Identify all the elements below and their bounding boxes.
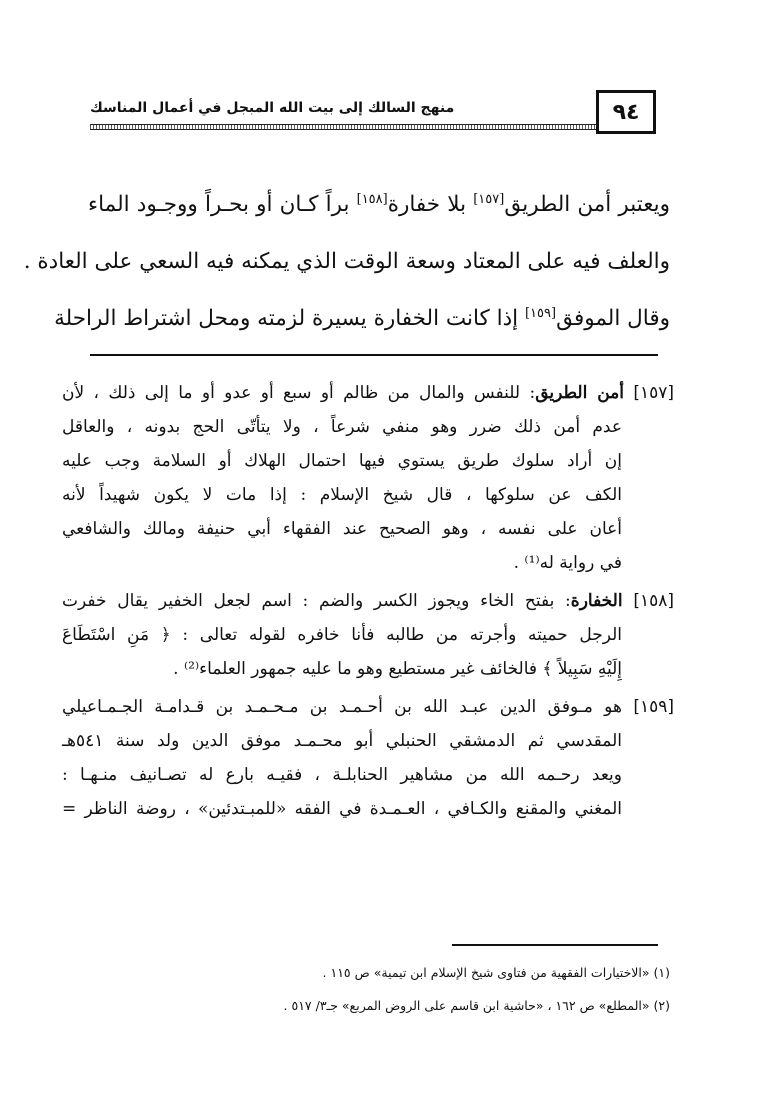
note-line: في رواية له⁽¹⁾ . <box>513 553 622 573</box>
footnote-item: (١) «الاختيارات الفقهية من فتاوى شيخ الإسلام ابن تيمية» ص ١١٥ . <box>322 965 670 980</box>
main-line <box>54 290 670 347</box>
note-number: [١٥٧] <box>633 383 675 403</box>
note-line <box>62 584 674 618</box>
note-line: المقدسي ثم الدمشقي الحنبلي أبو محـمـد موفق الدين ولد سنة ٥٤١هـ <box>62 731 622 751</box>
note-reference: [١٥٧] <box>473 191 505 207</box>
note-text: هو مـوفق الدين عبـد الله بن أحـمـد بن مـحـمـد بن قـدامـة الجـمـاعيلي <box>62 697 622 717</box>
footnote-item: (٢) «المطلع» ص ١٦٢ ، «حاشية ابن قاسم على الروض المربع» جـ٣/ ٥١٧ . <box>283 998 670 1013</box>
commentary-notes <box>62 376 674 830</box>
note-term: الخفارة <box>570 591 623 611</box>
note-line: المغني والمقنع والكـافي ، العـمـدة في الفقه «للمبـتدئين» ، روضة الناظر = <box>62 799 622 819</box>
running-title: منهج السالك إلى بيت الله المبجل في أعمال المناسك <box>90 100 455 116</box>
main-line <box>88 176 670 233</box>
note-number: [١٥٨] <box>633 591 674 611</box>
main-text <box>23 176 670 347</box>
note-line: إِلَيْهِ سَبِيلاً ﴾ فالخائف غير مستطيع وهو ما عليه جمهور العلماء⁽²⁾ . <box>173 659 622 679</box>
note-reference: [١٥٩] <box>524 305 557 321</box>
note-157 <box>62 376 674 580</box>
main-line <box>23 233 670 290</box>
text-span: بلا خفارة <box>387 192 474 217</box>
note-158 <box>62 584 674 686</box>
note-line: الكف عن سلوكها ، قال شيخ الإسلام : إذا مات لا يكون شهيداً لأنه <box>62 485 622 505</box>
page-number: ٩٤ <box>596 90 656 134</box>
note-line <box>62 376 674 410</box>
note-reference: [١٥٨] <box>356 191 388 207</box>
text-span: وقال الموفق <box>556 306 670 331</box>
footnotes <box>230 956 670 1022</box>
note-line: ويعد رحـمه الله من مشاهير الحنابلـة ، فقيـه بارع له تصـانيف منـهـا : <box>62 765 622 785</box>
text-span: براً كـان أو بحـراً ووجـود الماء <box>88 192 357 217</box>
note-159 <box>62 690 674 826</box>
header-rule <box>90 124 596 130</box>
footnote-rule <box>452 944 658 946</box>
note-line: عدم أمن ذلك ضرر وهو منفي شرعاً ، ولا يتأتّى الحج بدونه ، والعاقل <box>62 417 622 437</box>
note-line <box>62 690 674 724</box>
text-span: إذا كانت الخفارة يسيرة لزمته ومحل اشتراط الراحلة <box>54 306 525 331</box>
note-line: إن أراد سلوك طريق يستوي فيها احتمال الهلاك أو السلامة وجب عليه <box>62 451 622 471</box>
note-number: [١٥٩] <box>633 697 674 717</box>
note-term: أمن الطريق <box>535 383 624 403</box>
note-line: أعان على نفسه ، وهو الصحيح عند الفقهاء أبي حنيفة ومالك والشافعي <box>62 519 622 539</box>
note-text: : للنفس والمال من ظالم أو سبع أو عدو أو ما إلى ذلك ، لأن <box>62 383 536 403</box>
text-notes-separator <box>90 354 658 356</box>
note-text: : بفتح الخاء ويجوز الكسر والضم : اسم لجعل الخفير يقال خفرت <box>62 591 571 611</box>
text-span: ويعتبر أمن الطريق <box>504 192 670 217</box>
note-line: الرجل حميته وأجرته من طالبه فأنا خافره لقوله تعالى : ﴿ مَنِ اسْتَطَاعَ <box>62 625 622 645</box>
text-span: والعلف فيه على المعتاد وسعة الوقت الذي يمكنه فيه السعي على العادة . <box>23 249 670 274</box>
